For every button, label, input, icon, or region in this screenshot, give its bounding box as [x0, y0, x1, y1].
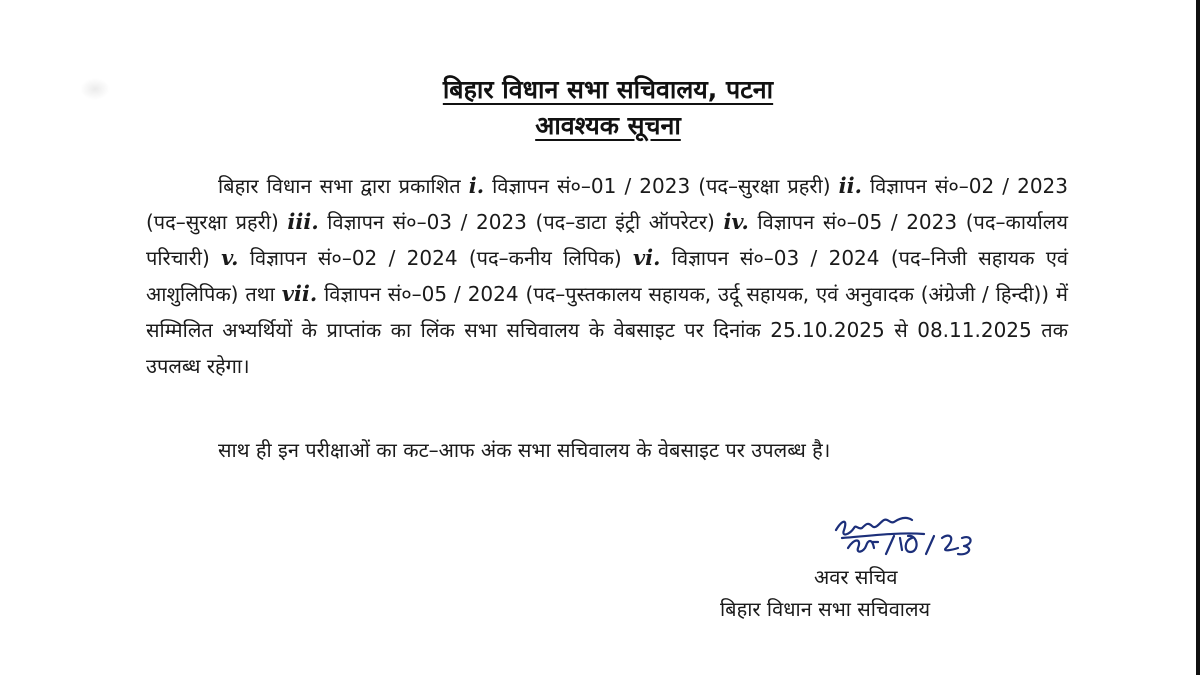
- item-numeral: vii.: [281, 281, 318, 306]
- paragraph-text: विज्ञापन सं०–03 / 2023 (पद–डाटा इंट्री ऑपरेटर): [318, 210, 724, 234]
- notice-title: आवश्यक सूचना: [535, 111, 681, 140]
- office-title: बिहार विधान सभा सचिवालय, पटना: [442, 75, 774, 104]
- item-numeral: iv.: [723, 209, 749, 234]
- paragraph-text: विज्ञापन सं०–05 / 2024 (पद–पुस्तकालय सहायक, उर्दू सहायक, एवं अनुवादक (अंग्रेजी / हिन्दी)) में सम्मिलित अभ्यर्थियों के प्राप्तांक का लिंक सभा सचिवालय के वेबसाइट पर दिनांक 25.10.2025 से 08.11.2025 तक उपलब्ध रहेगा।: [146, 282, 1068, 378]
- paragraph-text: विज्ञापन सं०–02 / 2024 (पद–कनीय लिपिक): [238, 246, 633, 270]
- signatory-designation: अवर सचिव: [814, 565, 898, 589]
- notice-paragraph-1: [146, 168, 1068, 384]
- item-numeral: vi.: [632, 245, 661, 270]
- item-numeral: v.: [221, 245, 239, 270]
- item-numeral: i.: [468, 173, 485, 198]
- notice-paragraph-2: साथ ही इन परीक्षाओं का कट–आफ अंक सभा सचिवालय के वेबसाइट पर उपलब्ध है।: [218, 438, 831, 462]
- item-numeral: ii.: [838, 173, 862, 198]
- paragraph-text: विज्ञापन सं०–05 / 2023 (पद–कार्यालय परिचारी): [146, 210, 1068, 270]
- paragraph-text: विज्ञापन सं०–03 / 2024 (पद–निजी सहायक एवं आशुलिपिक) तथा: [146, 246, 1069, 306]
- paragraph-text: बिहार विधान सभा द्वारा प्रकाशित: [218, 174, 469, 198]
- paragraph-text: विज्ञापन सं०–01 / 2023 (पद–सुरक्षा प्रहरी): [484, 174, 839, 198]
- signatory-office: बिहार विधान सभा सचिवालय: [720, 597, 931, 621]
- paragraph-text: विज्ञापन सं०–02 / 2023 (पद–सुरक्षा प्रहरी): [146, 174, 1068, 234]
- item-numeral: iii.: [287, 209, 319, 234]
